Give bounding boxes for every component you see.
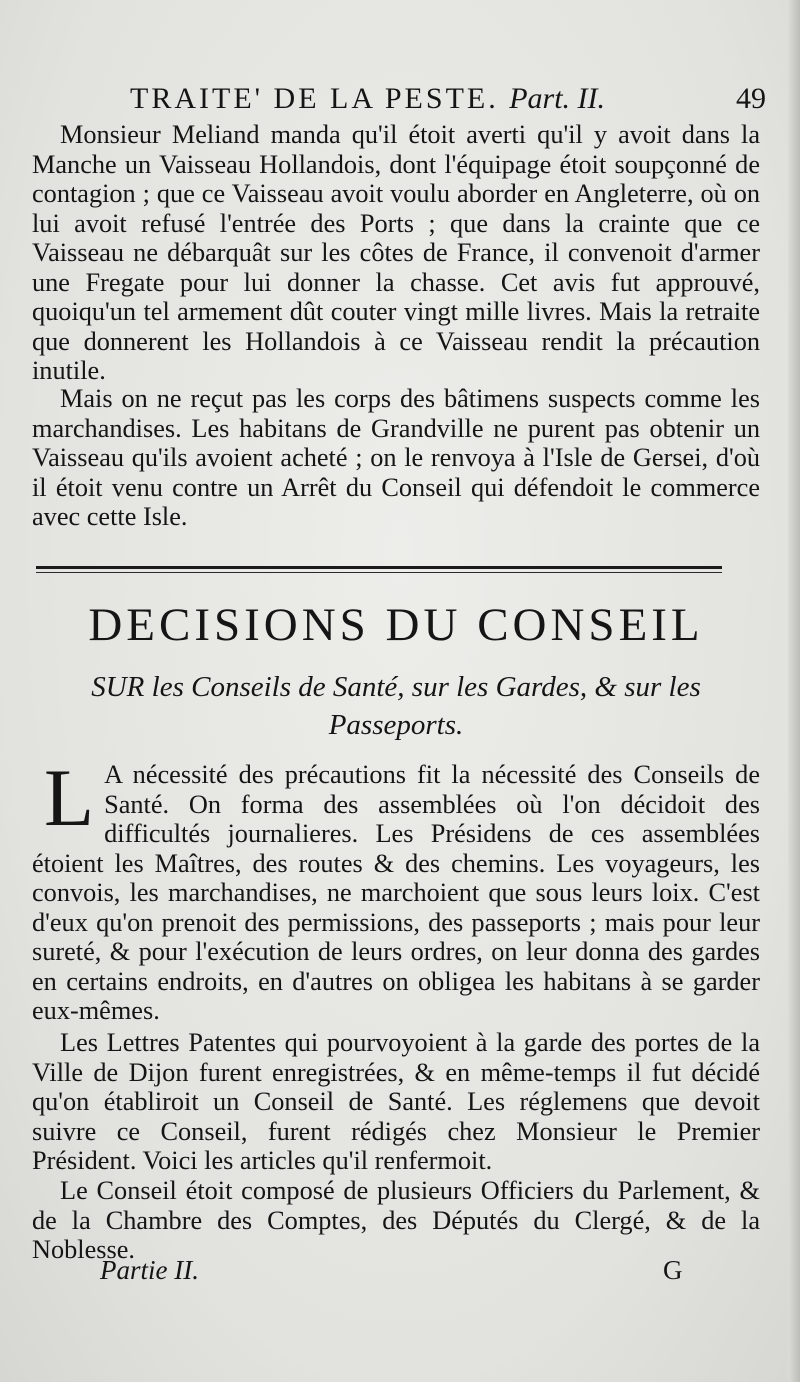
- page-number: 49: [736, 82, 766, 115]
- signature-line: Partie II.: [100, 1255, 199, 1285]
- page-edge: [788, 0, 800, 1382]
- paragraph-2: Mais on ne reçut pas les corps des bâtimens suspects comme les marchandises. Les habitans de Grandville ne purent pas obtenir un Vaisseau qu'ils avoient acheté ; on le renvoya à l'Isle de Gersei, d'où il étoit venu contre un Arrêt du Conseil qui défendoit le commerce avec cette Isle.: [32, 384, 760, 531]
- section-rule: [36, 566, 722, 569]
- paragraph-4: Les Lettres Patentes qui pourvoyoient à la garde des portes de la Ville de Dijon furent enregistrées, & en même-temps il fut décidé qu'on établiroit un Conseil de Santé. Les réglemens que devoit suivre ce Conseil, furent rédigés chez Monsieur le Premier Président. Voici les articles qu'il renfermoit.: [32, 1028, 760, 1175]
- paragraph-3-text: A nécessité des précautions fit la nécessité des Conseils de Santé. On forma des assemblées où l'on décidoit des difficultés journalieres. Les Présidens de ces assemblées étoient les Maîtres, des routes & des chemins. Les voyageurs, les convois, les marchandises, ne marchoient que sous leurs loix. C'est d'eux qu'on prenoit des permissions, des passeports ; mais pour leur sureté, & pour l'exécution de leurs ordres, on leur donna des gardes en certains endroits, en d'autres on obligea les habitans à se garder eux-mêmes.: [32, 760, 760, 1025]
- running-head: [30, 82, 768, 122]
- section-rule-thin: [36, 572, 722, 573]
- paragraph-3: [32, 752, 760, 1026]
- section-heading: DECISIONS DU CONSEIL: [88, 599, 704, 651]
- signature-mark: G: [663, 1255, 683, 1285]
- running-head-main: TRAITE' DE LA PESTE.: [130, 82, 499, 115]
- drop-cap: L: [44, 752, 95, 843]
- paragraph-5: Le Conseil étoit composé de plusieurs Officiers du Parlement, & de la Chambre des Comptes, des Députés du Clergé, & de la Noblesse.: [32, 1176, 760, 1264]
- running-head-title: [130, 82, 605, 116]
- section-subheading: SUR les Conseils de Santé, sur les Gardes, & sur les Passeports.: [91, 671, 701, 741]
- running-head-part: Part. II.: [509, 82, 606, 115]
- paragraph-1: Monsieur Meliand manda qu'il étoit averti qu'il y avoit dans la Manche un Vaisseau Hollandois, dont l'équipage étoit soupçonné de contagion ; que ce Vaisseau avoit voulu aborder en Angleterre, où on lui avoit refusé l'entrée des Ports ; que dans la crainte que ce Vaisseau ne débarquât sur les côtes de France, il convenoit d'armer une Fregate pour lui donner la chasse. Cet avis fut approuvé, quoiqu'un tel armement dût couter vingt mille livres. Mais la retraite que donnerent les Hollandois à ce Vaisseau rendit la précaution inutile.: [32, 120, 760, 385]
